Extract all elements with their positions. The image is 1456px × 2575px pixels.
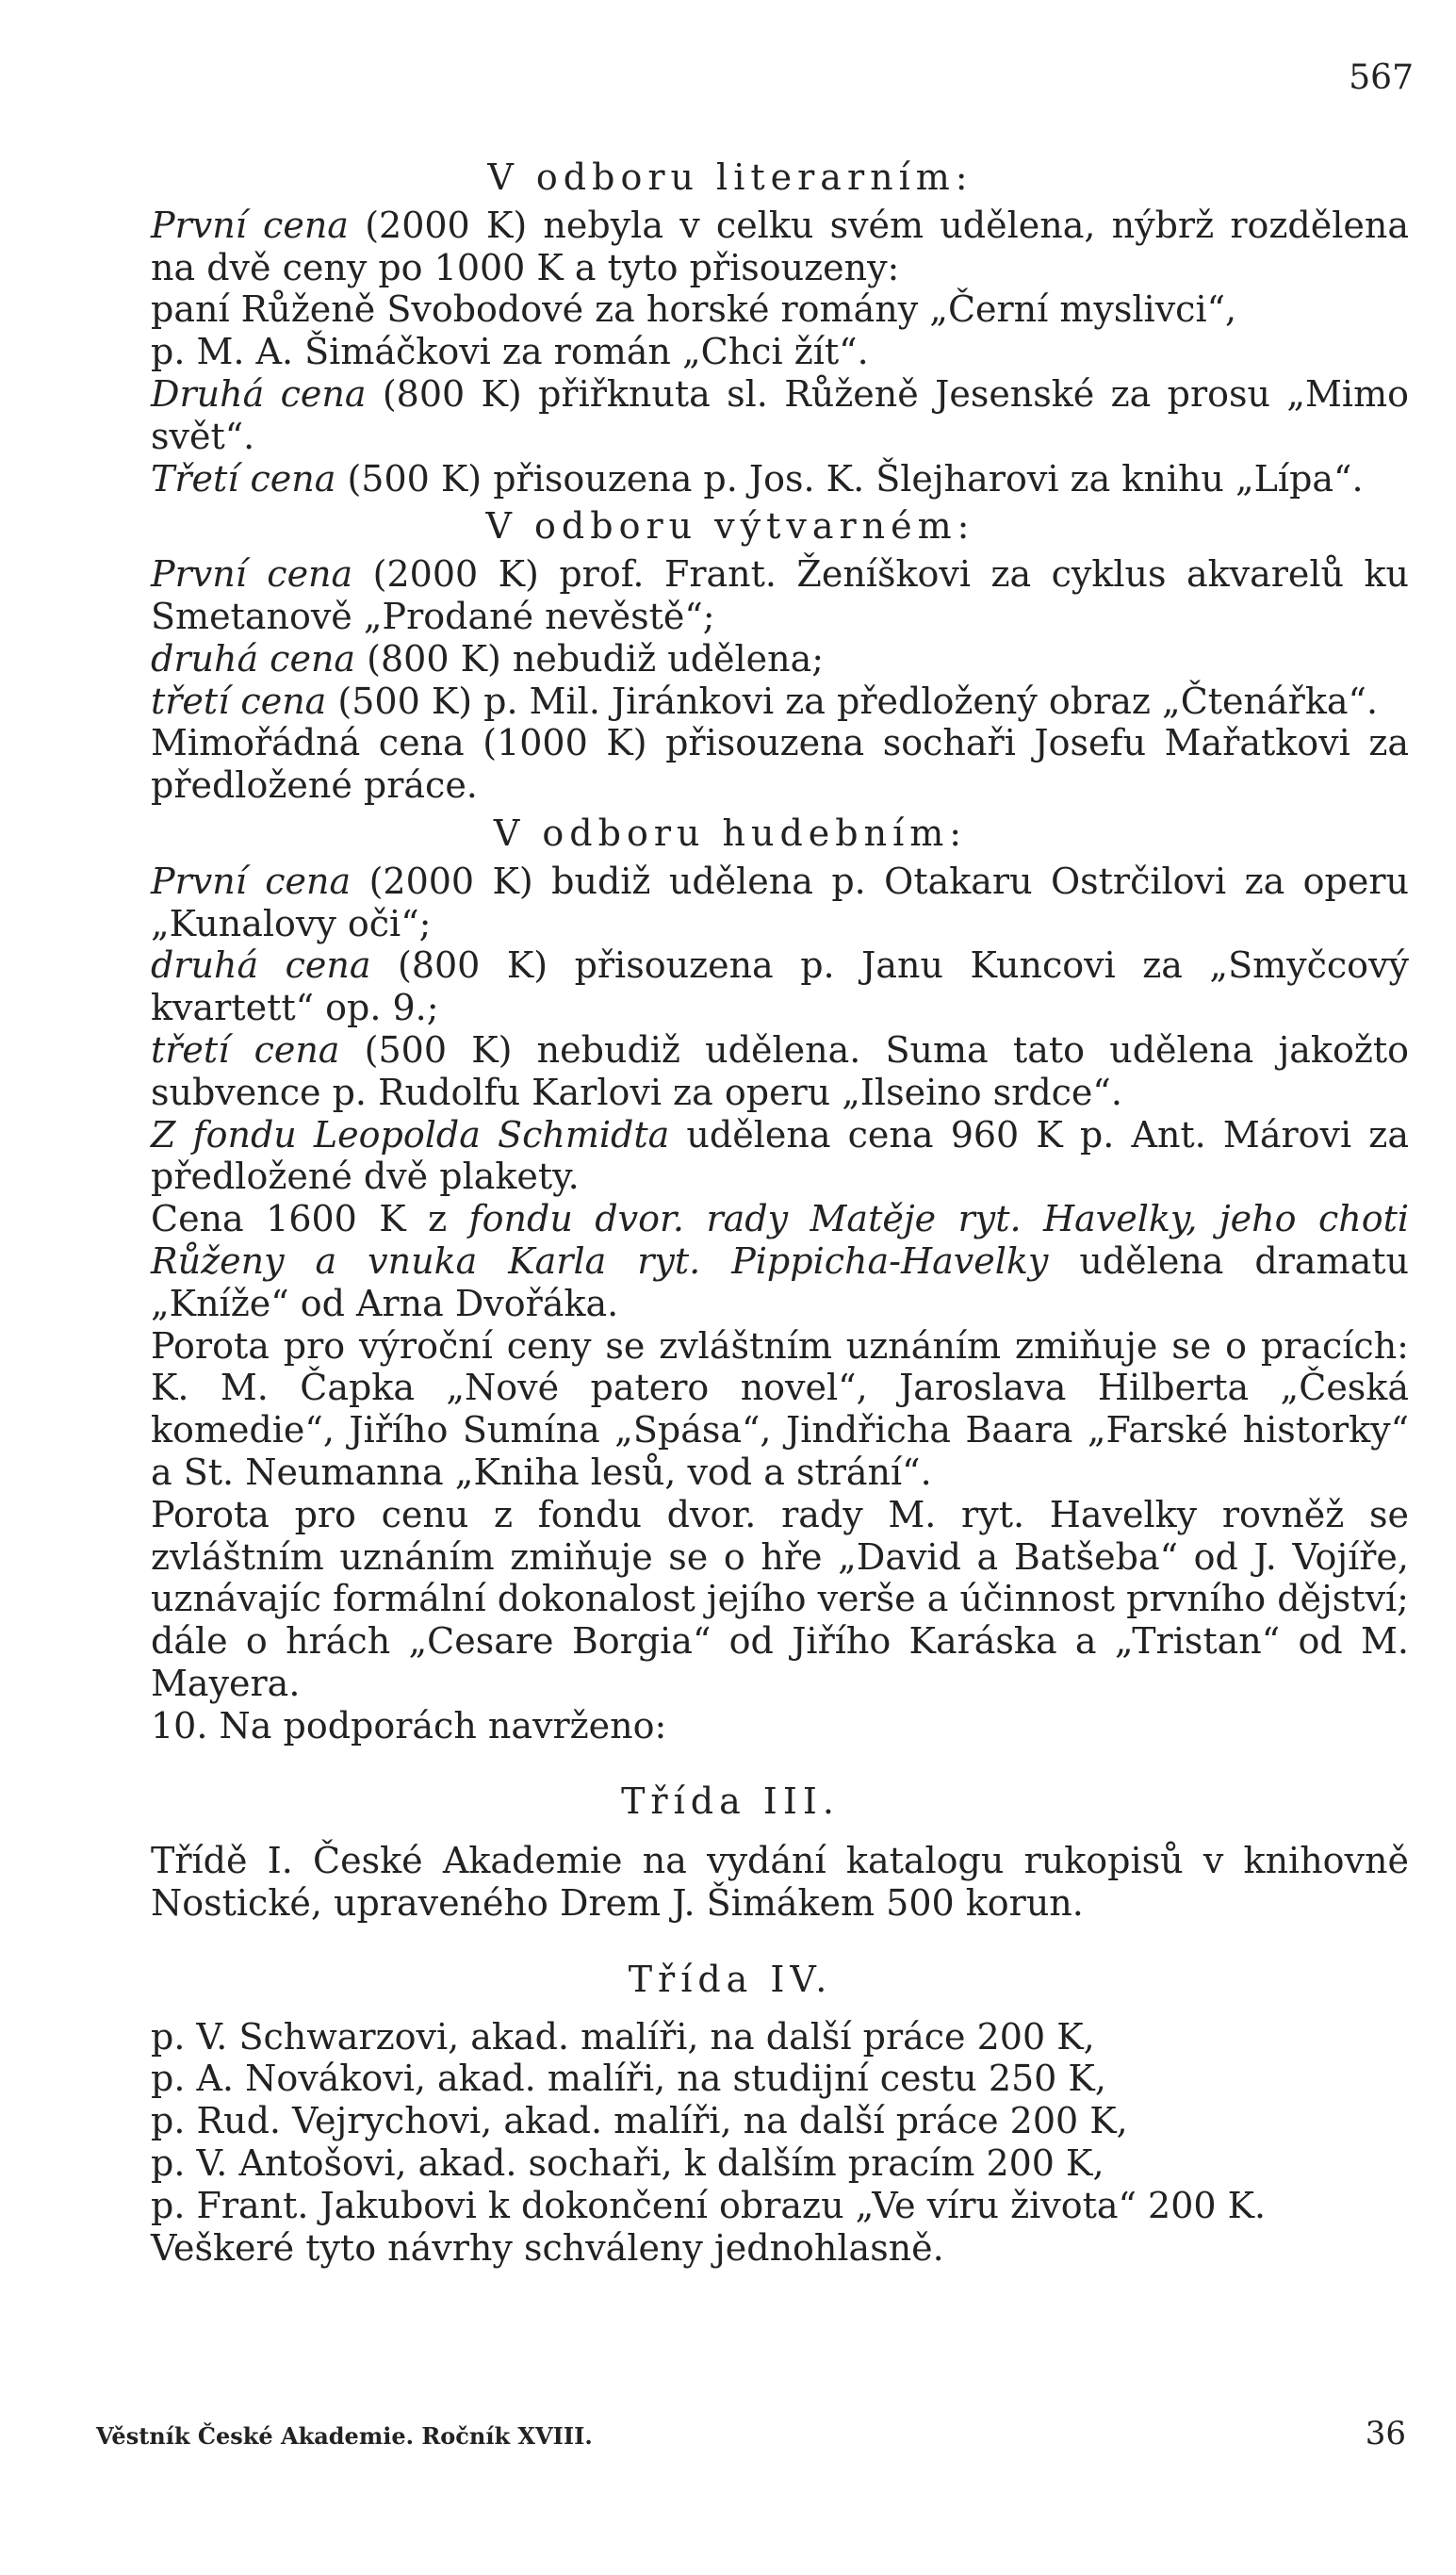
heading-trida-3: Třída III. bbox=[621, 1780, 840, 1823]
paragraph-cena-1600: Cena 1600 K z fondu dvor. rady Matěje ryt. Havelky, jeho choti Růženy a vnuka Karla ryt. Pippicha-Havelky udělena dramatu „Kníže“ od Arna Dvořáka. bbox=[151, 1198, 1410, 1324]
italic-term: První cena bbox=[151, 204, 349, 246]
italic-term: První cena bbox=[151, 553, 353, 596]
italic-term: třetí cena bbox=[151, 1028, 340, 1071]
list-item: p. Rud. Vejrychovi, akad. malíři, na další práce 200 K, bbox=[151, 2100, 1128, 2142]
item-text: paní Růženě Svobodové za horské romány „Černí myslivci“, bbox=[151, 288, 1237, 331]
list-item bbox=[52, 722, 1409, 807]
journal-title: Věstník České Akademie. Ročník XVIII. bbox=[96, 2422, 593, 2450]
list-item bbox=[52, 205, 1409, 289]
list-item bbox=[52, 331, 1409, 373]
list-item: p. Frant. Jakubovi k dokončení obrazu „Ve víru života“ 200 K. bbox=[151, 2184, 1267, 2226]
heading-trida-4: Třída IV. bbox=[628, 1958, 833, 2000]
paragraph-porota-1: Porota pro výroční ceny se zvláštním uznáním zmiňuje se o pracích: K. M. Čapka „Nové patero novel“, Jaroslava Hilberta „Česká komedie“, Jiřího Sumína „Spása“, Jindřicha Baara „Farské historky“ a St. Neumanna „Kniha lesů, vod a strání“. bbox=[151, 1324, 1409, 1493]
trida-4-list bbox=[52, 2016, 1409, 2227]
literary-list bbox=[52, 205, 1409, 500]
item-text: udělena cena 960 K p. Ant. Márovi za předložené dvě plakety. bbox=[151, 1113, 1409, 1198]
list-item: p. V. Antošovi, akad. sochaři, k dalším pracím 200 K, bbox=[151, 2142, 1104, 2185]
list-item bbox=[52, 458, 1409, 500]
item-text: (800 K) přisouzena p. Janu Kuncovi za „Smyčcový kvartett“ op. 9.; bbox=[151, 944, 1409, 1029]
page-footer bbox=[96, 2415, 1406, 2452]
signature-number: 36 bbox=[1365, 2415, 1406, 2452]
italic-term: Třetí cena bbox=[151, 457, 336, 500]
list-item: p. A. Novákovi, akad. malíři, na studijní cestu 250 K, bbox=[151, 2058, 1106, 2100]
list-item bbox=[52, 1029, 1409, 1114]
list-item bbox=[52, 681, 1409, 723]
music-list bbox=[52, 861, 1409, 1198]
list-item bbox=[52, 861, 1409, 945]
paragraph-porota-2: Porota pro cenu z fondu dvor. rady M. ryt. Havelky rovněž se zvláštním uznáním zmiňuje se o hře „David a Batšeba“ od J. Vojíře, uznávajíc formální dokonalost jejího verše a účinnost prvního dějství; dále o hrách „Cesare Borgia“ od Jiřího Karáska a „Tristan“ od M. Mayera. bbox=[151, 1493, 1409, 1704]
section-heading-literary: V odboru literarním: bbox=[487, 156, 973, 198]
italic-term: druhá cena bbox=[151, 944, 371, 987]
item-text: (2000 K) nebyla v celku svém udělena, nýbrž rozdělena na dvě ceny po 1000 K a tyto přisouzeny: bbox=[151, 204, 1410, 288]
list-item: p. V. Schwarzovi, akad. malíři, na další práce 200 K, bbox=[151, 2015, 1095, 2058]
section-heading-visual: V odboru výtvarném: bbox=[485, 505, 975, 548]
visual-list bbox=[52, 553, 1409, 807]
page-number: 567 bbox=[1349, 58, 1414, 97]
item-text: (500 K) přisouzena p. Jos. K. Šlejharovi za knihu „Lípa“. bbox=[335, 457, 1364, 500]
item-text: Mimořádná cena (1000 K) přisouzena sochaři Josefu Mařatkovi za předložené práce. bbox=[151, 722, 1409, 807]
list-item bbox=[52, 638, 1409, 681]
italic-term: třetí cena bbox=[151, 680, 327, 722]
item-text: p. M. A. Šimáčkovi za román „Chci žít“. bbox=[151, 331, 869, 373]
list-item bbox=[52, 944, 1409, 1029]
italic-term: Druhá cena bbox=[151, 372, 367, 415]
paragraph-trida-3: Třídě I. České Akademie na vydání katalogu rukopisů v knihovně Nostické, upraveného Drem J. Šimákem 500 korun. bbox=[151, 1840, 1409, 1925]
page-content bbox=[52, 151, 1409, 2269]
list-item bbox=[52, 288, 1409, 331]
paragraph-podpory: 10. Na podporách navrženo: bbox=[151, 1704, 667, 1747]
item-text: (500 K) nebudiž udělena. Suma tato udělena jakožto subvence p. Rudolfu Karlovi za operu „Ilseino srdce“. bbox=[151, 1028, 1410, 1113]
italic-term: druhá cena bbox=[151, 637, 356, 680]
item-text: (500 K) p. Mil. Jiránkovi za předložený obraz „Čtenářka“. bbox=[326, 680, 1379, 722]
paragraph-final: Veškeré tyto návrhy schváleny jednohlasně. bbox=[151, 2226, 944, 2269]
section-heading-music: V odboru hudebním: bbox=[493, 812, 968, 854]
italic-term: První cena bbox=[151, 860, 352, 902]
list-item bbox=[52, 553, 1409, 638]
list-item bbox=[52, 1114, 1409, 1199]
item-text: (2000 K) prof. Frant. Ženíškovi za cyklus akvarelů ku Smetanově „Prodané nevěstě“; bbox=[151, 553, 1409, 637]
italic-term: Z fondu Leopolda Schmidta bbox=[151, 1113, 670, 1156]
item-text: (2000 K) budiž udělena p. Otakaru Ostrčilovi za operu „Kunalovy oči“; bbox=[151, 860, 1409, 944]
item-text: (800 K) nebudiž udělena; bbox=[355, 637, 825, 680]
item-text: (800 K) přiřknuta sl. Růženě Jesenské za prosu „Mimo svět“. bbox=[151, 372, 1409, 457]
list-item bbox=[52, 373, 1409, 458]
